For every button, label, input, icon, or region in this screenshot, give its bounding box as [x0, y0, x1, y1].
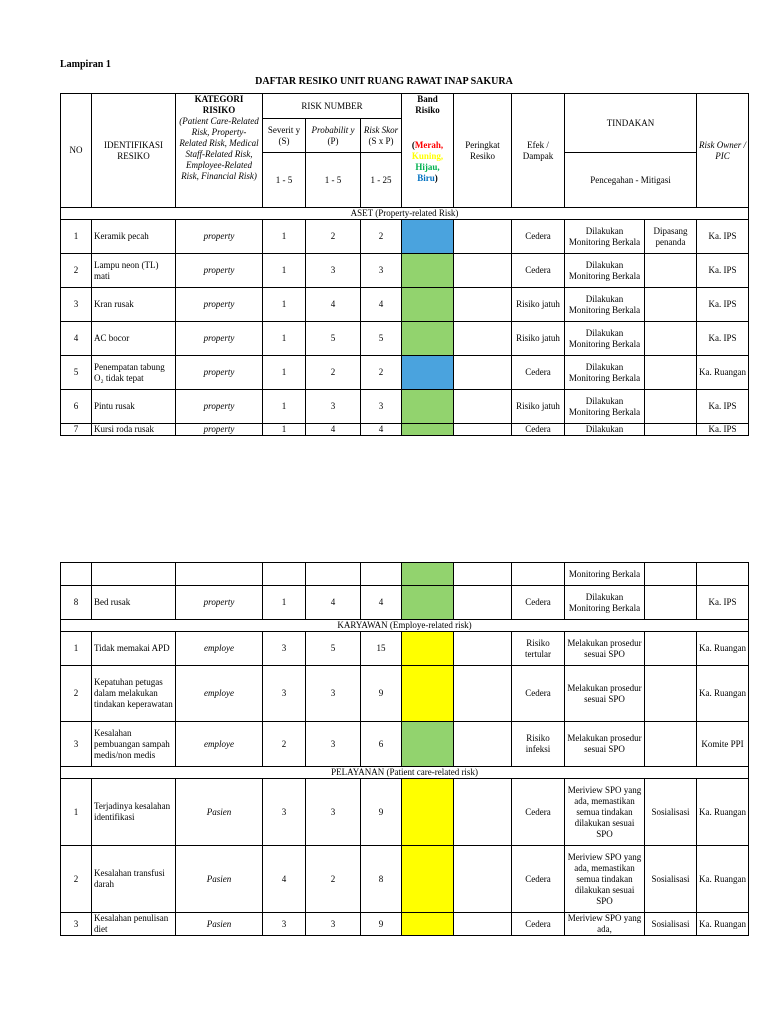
cell-no: 3 — [61, 722, 92, 767]
cell-efek: Cedera — [512, 220, 565, 254]
cell-identifikasi: Kesalahan penulisan diet — [92, 913, 176, 936]
col-tindakan-header: TINDAKAN — [565, 94, 697, 153]
cell-probability: 5 — [306, 322, 361, 356]
cell-kategori: property — [176, 254, 263, 288]
table-row — [61, 322, 749, 356]
cell-peringkat — [454, 666, 512, 722]
cell-identifikasi: Lampu neon (TL) mati — [92, 254, 176, 288]
cell-mitigasi — [645, 288, 697, 322]
severity-header: Severit y (S) — [263, 119, 306, 153]
cell-skor: 3 — [361, 390, 402, 424]
band-hijau: Hijau, — [415, 162, 440, 172]
cell-peringkat — [454, 424, 512, 436]
cell-probability: 4 — [306, 288, 361, 322]
cell-band — [402, 722, 454, 767]
header-row-1 — [61, 94, 749, 119]
cell-no: 2 — [61, 846, 92, 913]
cell-mitigasi — [645, 586, 697, 620]
probability-p: (P) — [327, 135, 339, 146]
cont-pencegahan: Monitoring Berkala — [565, 563, 645, 586]
cell-no: 6 — [61, 390, 92, 424]
section-aset: ASET (Property-related Risk) — [61, 208, 749, 220]
cell-identifikasi: Kran rusak — [92, 288, 176, 322]
col-peringkat-header: Peringkat Resiko — [454, 94, 512, 208]
cell-pencegahan: Dilakukan Monitoring Berkala — [565, 220, 645, 254]
cell-skor: 9 — [361, 779, 402, 846]
cell-pencegahan: Dilakukan Monitoring Berkala — [565, 390, 645, 424]
table-row — [61, 846, 749, 913]
cell-severity: 1 — [263, 390, 306, 424]
cell-band — [402, 913, 454, 936]
cell-no: 3 — [61, 288, 92, 322]
skor-header — [361, 119, 402, 153]
cell-band — [402, 424, 454, 436]
cell-identifikasi: Tidak memakai APD — [92, 632, 176, 666]
cell-mitigasi — [645, 632, 697, 666]
cell-probability: 3 — [306, 779, 361, 846]
cont-mitigasi — [645, 563, 697, 586]
aset-row-8 — [61, 586, 749, 620]
cell-peringkat — [454, 288, 512, 322]
pelayanan-rows — [61, 779, 749, 936]
cell-kategori: employe — [176, 632, 263, 666]
table-row — [61, 356, 749, 390]
cell-owner: Ka. Ruangan — [697, 913, 749, 936]
band-title: Band Risiko — [415, 94, 440, 115]
table-row — [61, 666, 749, 722]
col-no-header: NO — [61, 94, 92, 208]
cell-probability: 4 — [306, 424, 361, 436]
cell-band — [402, 322, 454, 356]
band-biru: Biru — [417, 173, 435, 183]
col-efek-header: Efek / Dampak — [512, 94, 565, 208]
cell-identifikasi: Penempatan tabung O₂ tidak tepat — [92, 356, 176, 390]
cell-mitigasi: Sosialisasi — [645, 846, 697, 913]
pencegahan-mitigasi-header: Pencegahan - Mitigasi — [565, 153, 697, 208]
cell-identifikasi: Bed rusak — [92, 586, 176, 620]
cell-identifikasi: Keramik pecah — [92, 220, 176, 254]
cell-kategori: property — [176, 390, 263, 424]
cell-severity: 1 — [263, 220, 306, 254]
risk-table-page1 — [60, 93, 749, 436]
section-row-pelayanan — [61, 767, 749, 779]
band-kuning: Kuning, — [411, 151, 444, 161]
col-kategori-header — [176, 94, 263, 208]
cont-id — [92, 563, 176, 586]
cell-pencegahan: Dilakukan Monitoring Berkala — [565, 288, 645, 322]
cell-pencegahan: Meriview SPO yang ada, — [565, 913, 645, 936]
cell-owner: Ka. IPS — [697, 390, 749, 424]
cell-owner: Ka. Ruangan — [697, 779, 749, 846]
cell-mitigasi: Sosialisasi — [645, 913, 697, 936]
cell-band — [402, 586, 454, 620]
section-pelayanan: PELAYANAN (Patient care-related risk) — [61, 767, 749, 779]
cell-kategori: employe — [176, 722, 263, 767]
cell-efek: Cedera — [512, 779, 565, 846]
cell-efek: Cedera — [512, 586, 565, 620]
cont-skor — [361, 563, 402, 586]
cell-peringkat — [454, 779, 512, 846]
band-merah: Merah, — [414, 140, 444, 150]
cell-probability: 4 — [306, 586, 361, 620]
cell-probability: 3 — [306, 913, 361, 936]
document-title: DAFTAR RESIKO UNIT RUANG RAWAT INAP SAKURA — [255, 76, 513, 87]
cell-owner: Ka. Ruangan — [697, 666, 749, 722]
cell-identifikasi: AC bocor — [92, 322, 176, 356]
cell-kategori: employe — [176, 666, 263, 722]
cell-peringkat — [454, 322, 512, 356]
col-identifikasi-header: IDENTIFIKASI RESIKO — [92, 94, 176, 208]
cell-probability: 3 — [306, 666, 361, 722]
table-row — [61, 722, 749, 767]
cell-band — [402, 356, 454, 390]
cell-owner: Ka. IPS — [697, 586, 749, 620]
cell-mitigasi: Dipasang penanda — [645, 220, 697, 254]
cell-band — [402, 666, 454, 722]
cell-pencegahan: Dilakukan Monitoring Berkala — [565, 356, 645, 390]
cell-owner: Ka. IPS — [697, 220, 749, 254]
karyawan-rows — [61, 632, 749, 767]
cell-efek: Cedera — [512, 846, 565, 913]
cell-peringkat — [454, 356, 512, 390]
cell-peringkat — [454, 722, 512, 767]
section-karyawan: KARYAWAN (Employe-related risk) — [61, 620, 749, 632]
cell-severity: 1 — [263, 586, 306, 620]
cell-identifikasi: Kesalahan pembuangan sampah medis/non medis — [92, 722, 176, 767]
cell-kategori: Pasien — [176, 846, 263, 913]
cell-peringkat — [454, 846, 512, 913]
col-band-header — [402, 94, 454, 208]
cell-no: 7 — [61, 424, 92, 436]
band-close: ) — [434, 173, 438, 183]
cell-peringkat — [454, 220, 512, 254]
cell-severity: 3 — [263, 632, 306, 666]
cell-severity: 1 — [263, 254, 306, 288]
cell-probability: 2 — [306, 220, 361, 254]
table-row — [61, 220, 749, 254]
cell-pencegahan: Meriview SPO yang ada, memastikan semua tindakan dilakukan sesuai SPO — [565, 779, 645, 846]
cell-mitigasi — [645, 322, 697, 356]
cell-skor: 3 — [361, 254, 402, 288]
cell-identifikasi: Pintu rusak — [92, 390, 176, 424]
cell-severity: 4 — [263, 846, 306, 913]
cont-peringkat — [454, 563, 512, 586]
cell-severity: 1 — [263, 424, 306, 436]
cell-identifikasi: Kepatuhan petugas dalam melakukan tindakan keperawatan — [92, 666, 176, 722]
cell-no: 1 — [61, 632, 92, 666]
kategori-desc: (Patient Care-Related Risk, Property-Related Risk, Medical Staff-Related Risk, Employee-Related Risk, Financial Risk) — [179, 116, 259, 181]
cell-band — [402, 220, 454, 254]
cell-skor: 9 — [361, 666, 402, 722]
cell-peringkat — [454, 913, 512, 936]
section-row-aset — [61, 208, 749, 220]
cell-identifikasi: Kesalahan transfusi darah — [92, 846, 176, 913]
cell-no: 1 — [61, 220, 92, 254]
sev-range: 1 - 5 — [263, 153, 306, 208]
cell-pencegahan: Dilakukan Monitoring Berkala — [565, 254, 645, 288]
cont-s — [263, 563, 306, 586]
cell-efek: Risiko infeksi — [512, 722, 565, 767]
cell-efek: Cedera — [512, 666, 565, 722]
cell-mitigasi — [645, 424, 697, 436]
cell-skor: 9 — [361, 913, 402, 936]
cell-owner: Ka. IPS — [697, 254, 749, 288]
cell-severity: 3 — [263, 779, 306, 846]
cell-owner: Ka. Ruangan — [697, 846, 749, 913]
cont-p — [306, 563, 361, 586]
cell-efek: Cedera — [512, 424, 565, 436]
cell-probability: 2 — [306, 356, 361, 390]
cell-no: 1 — [61, 779, 92, 846]
cell-skor: 4 — [361, 424, 402, 436]
cell-mitigasi — [645, 666, 697, 722]
kategori-title: KATEGORI RISIKO — [194, 94, 244, 115]
aset-rows — [61, 220, 749, 436]
table-row — [61, 390, 749, 424]
lampiran-label: Lampiran 1 — [60, 59, 111, 70]
cell-peringkat — [454, 390, 512, 424]
cell-skor: 2 — [361, 356, 402, 390]
skor-label: Risk Skor — [363, 124, 399, 135]
cell-kategori: property — [176, 586, 263, 620]
cell-owner: Ka. IPS — [697, 424, 749, 436]
cont-no — [61, 563, 92, 586]
cell-probability: 3 — [306, 254, 361, 288]
cell-skor: 8 — [361, 846, 402, 913]
cell-pencegahan: Melakukan prosedur sesuai SPO — [565, 632, 645, 666]
cell-efek: Risiko jatuh — [512, 390, 565, 424]
prob-range: 1 - 5 — [306, 153, 361, 208]
cell-owner: Ka. IPS — [697, 322, 749, 356]
cell-owner: Ka. Ruangan — [697, 356, 749, 390]
table-row — [61, 424, 749, 436]
cell-owner: Ka. IPS — [697, 288, 749, 322]
owner-line2: PIC — [715, 150, 730, 161]
cell-mitigasi — [645, 390, 697, 424]
table-row — [61, 586, 749, 620]
cell-peringkat — [454, 586, 512, 620]
risk-table-page2 — [60, 562, 749, 936]
cell-no: 2 — [61, 254, 92, 288]
cell-efek: Risiko jatuh — [512, 288, 565, 322]
skor-range: 1 - 25 — [361, 153, 402, 208]
cell-kategori: property — [176, 424, 263, 436]
cell-band — [402, 254, 454, 288]
cell-efek: Cedera — [512, 913, 565, 936]
cell-mitigasi — [645, 356, 697, 390]
cell-no: 5 — [61, 356, 92, 390]
cell-peringkat — [454, 632, 512, 666]
cell-mitigasi: Sosialisasi — [645, 779, 697, 846]
cell-no: 4 — [61, 322, 92, 356]
cell-kategori: property — [176, 322, 263, 356]
cell-band — [402, 846, 454, 913]
cell-efek: Risiko tertular — [512, 632, 565, 666]
cell-peringkat — [454, 254, 512, 288]
table-row — [61, 913, 749, 936]
cell-efek: Risiko jatuh — [512, 322, 565, 356]
cell-mitigasi — [645, 722, 697, 767]
cell-mitigasi — [645, 254, 697, 288]
cell-skor: 5 — [361, 322, 402, 356]
band-legend — [404, 140, 451, 184]
cont-efek — [512, 563, 565, 586]
cell-pencegahan: Melakukan prosedur sesuai SPO — [565, 666, 645, 722]
cell-kategori: property — [176, 220, 263, 254]
probability-label: Probabilit y — [311, 124, 355, 135]
cell-efek: Cedera — [512, 254, 565, 288]
table-row — [61, 779, 749, 846]
cell-severity: 3 — [263, 913, 306, 936]
skor-sxp: (S x P) — [368, 135, 394, 146]
cell-identifikasi: Terjadinya kesalahan identifikasi — [92, 779, 176, 846]
cell-band — [402, 779, 454, 846]
cell-band — [402, 390, 454, 424]
owner-line1: Risk Owner / — [699, 139, 747, 150]
cell-probability: 3 — [306, 722, 361, 767]
cell-skor: 4 — [361, 586, 402, 620]
cell-owner: Komite PPI — [697, 722, 749, 767]
cell-no: 3 — [61, 913, 92, 936]
cell-probability: 3 — [306, 390, 361, 424]
cell-pencegahan: Melakukan prosedur sesuai SPO — [565, 722, 645, 767]
cell-severity: 1 — [263, 356, 306, 390]
cell-owner: Ka. Ruangan — [697, 632, 749, 666]
cell-band — [402, 632, 454, 666]
cell-no: 8 — [61, 586, 92, 620]
cell-pencegahan: Dilakukan Monitoring Berkala — [565, 322, 645, 356]
cont-kat — [176, 563, 263, 586]
cell-kategori: property — [176, 356, 263, 390]
continued-row — [61, 563, 749, 586]
cell-no: 2 — [61, 666, 92, 722]
cell-severity: 3 — [263, 666, 306, 722]
cont-band — [402, 563, 454, 586]
cell-severity: 2 — [263, 722, 306, 767]
table-row — [61, 632, 749, 666]
cell-probability: 5 — [306, 632, 361, 666]
cell-skor: 15 — [361, 632, 402, 666]
cell-kategori: Pasien — [176, 779, 263, 846]
table-row — [61, 254, 749, 288]
cell-efek: Cedera — [512, 356, 565, 390]
cell-pencegahan: Dilakukan — [565, 424, 645, 436]
cell-skor: 6 — [361, 722, 402, 767]
cell-kategori: property — [176, 288, 263, 322]
cell-severity: 1 — [263, 288, 306, 322]
cont-owner — [697, 563, 749, 586]
cell-identifikasi: Kursi roda rusak — [92, 424, 176, 436]
probability-header — [306, 119, 361, 153]
table-row — [61, 288, 749, 322]
section-row-karyawan — [61, 620, 749, 632]
band-open: ( — [411, 140, 415, 150]
risk-number-header: RISK NUMBER — [263, 94, 402, 119]
cell-skor: 2 — [361, 220, 402, 254]
cell-band — [402, 288, 454, 322]
cell-pencegahan: Dilakukan Monitoring Berkala — [565, 586, 645, 620]
cell-severity: 1 — [263, 322, 306, 356]
cell-probability: 2 — [306, 846, 361, 913]
cell-skor: 4 — [361, 288, 402, 322]
cell-kategori: Pasien — [176, 913, 263, 936]
col-owner-header — [697, 94, 749, 208]
cell-pencegahan: Meriview SPO yang ada, memastikan semua tindakan dilakukan sesuai SPO — [565, 846, 645, 913]
